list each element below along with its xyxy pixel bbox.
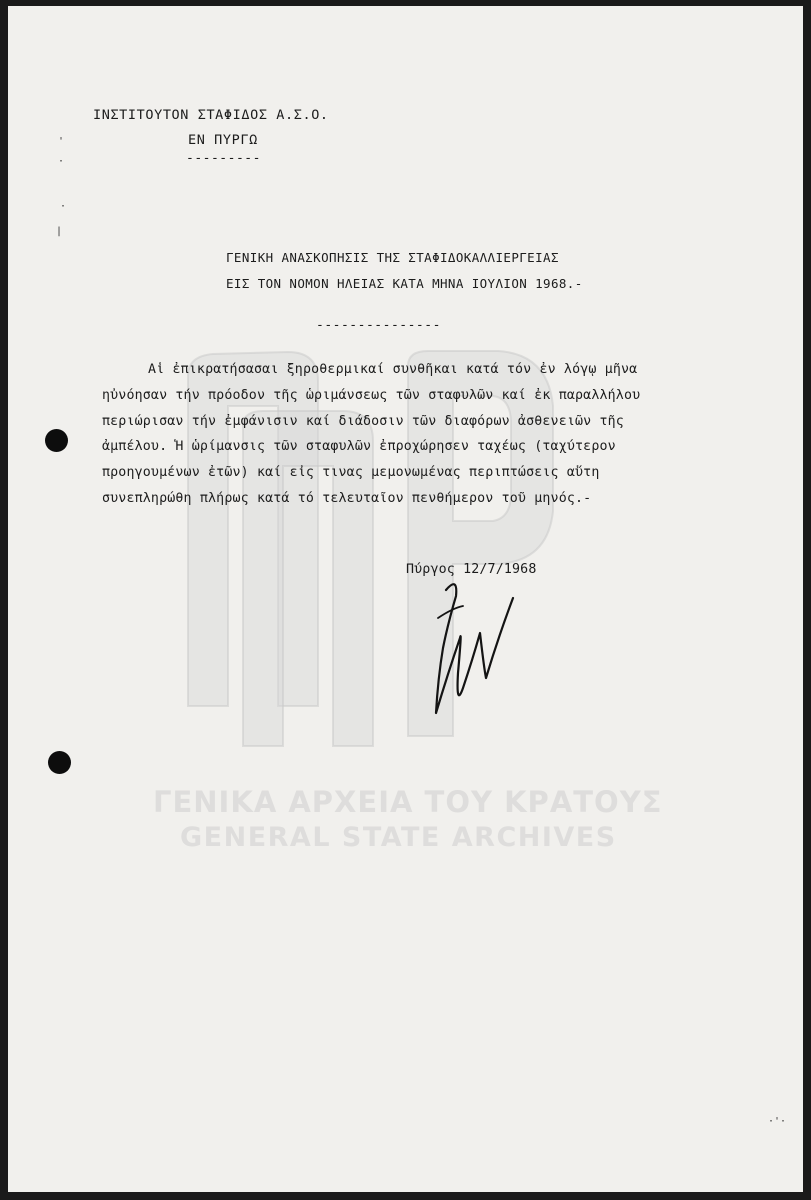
margin-mark: ': [58, 136, 65, 147]
punch-hole-bottom: [48, 751, 71, 774]
body-line: προηγουμένων ἐτῶν) καί εἰς τινας μεμονωμένας περιπτώσεις αὕτη: [102, 465, 600, 480]
place-date: Πύργος 12/7/1968: [406, 562, 537, 577]
watermark-greek: ΓΕΝΙΚΑ ΑΡΧΕΙΑ ΤΟΥ ΚΡΑΤΟΥΣ: [153, 785, 663, 819]
punch-hole-top: [45, 429, 68, 452]
report-title-line-1: ΓΕΝΙΚΗ ΑΝΑΣΚΟΠΗΣΙΣ ΤΗΣ ΣΤΑΦΙΔΟΚΑΛΛΙΕΡΓΕΙΑΣ: [226, 250, 559, 265]
margin-mark: |: [56, 226, 63, 237]
body-line: ηὐνόησαν τήν πρόοδον τῆς ὡριμάνσεως τῶν σταφυλῶν καί ἐκ παραλλήλου: [102, 388, 641, 403]
signature-icon: [418, 578, 528, 728]
body-line: Αἱ ἐπικρατήσασαι ξηροθερμικαί συνθῆκαι κατά τόν ἐν λόγῳ μῆνα: [148, 362, 638, 377]
location-heading: ΕΝ ΠΥΡΓΩ: [188, 132, 258, 148]
body-line: ἀμπέλου. Ἡ ὡρίμανσις τῶν σταφυλῶν ἐπροχώρησεν ταχέως (ταχύτερον: [102, 439, 616, 454]
watermark-english: GENERAL STATE ARCHIVES: [180, 822, 617, 853]
title-separator: ---------------: [316, 318, 441, 333]
margin-mark: ·: [60, 201, 67, 212]
margin-mark: ·: [58, 156, 65, 167]
institute-heading: ΙΝΣΤΙΤΟΥΤΟΝ ΣΤΑΦΙΔΟΣ Α.Σ.Ο.: [93, 107, 329, 123]
report-title-line-2: ΕΙΣ ΤΟΝ ΝΟΜΟΝ ΗΛΕΙΑΣ ΚΑΤΑ ΜΗΝΑ ΙΟΥΛΙΟΝ 1968.-: [226, 276, 583, 291]
body-line: περιώρισαν τήν ἐμφάνισιν καί διάδοσιν τῶν διαφόρων ἀσθενειῶν τῆς: [102, 414, 624, 429]
body-line: συνεπληρώθη πλήρως κατά τό τελευταῖον πενθήμερον τοῦ μηνός.-: [102, 491, 592, 506]
margin-mark: ·'·: [768, 1116, 787, 1127]
header-underline: ---------: [186, 151, 261, 166]
document-page: [8, 6, 803, 1192]
